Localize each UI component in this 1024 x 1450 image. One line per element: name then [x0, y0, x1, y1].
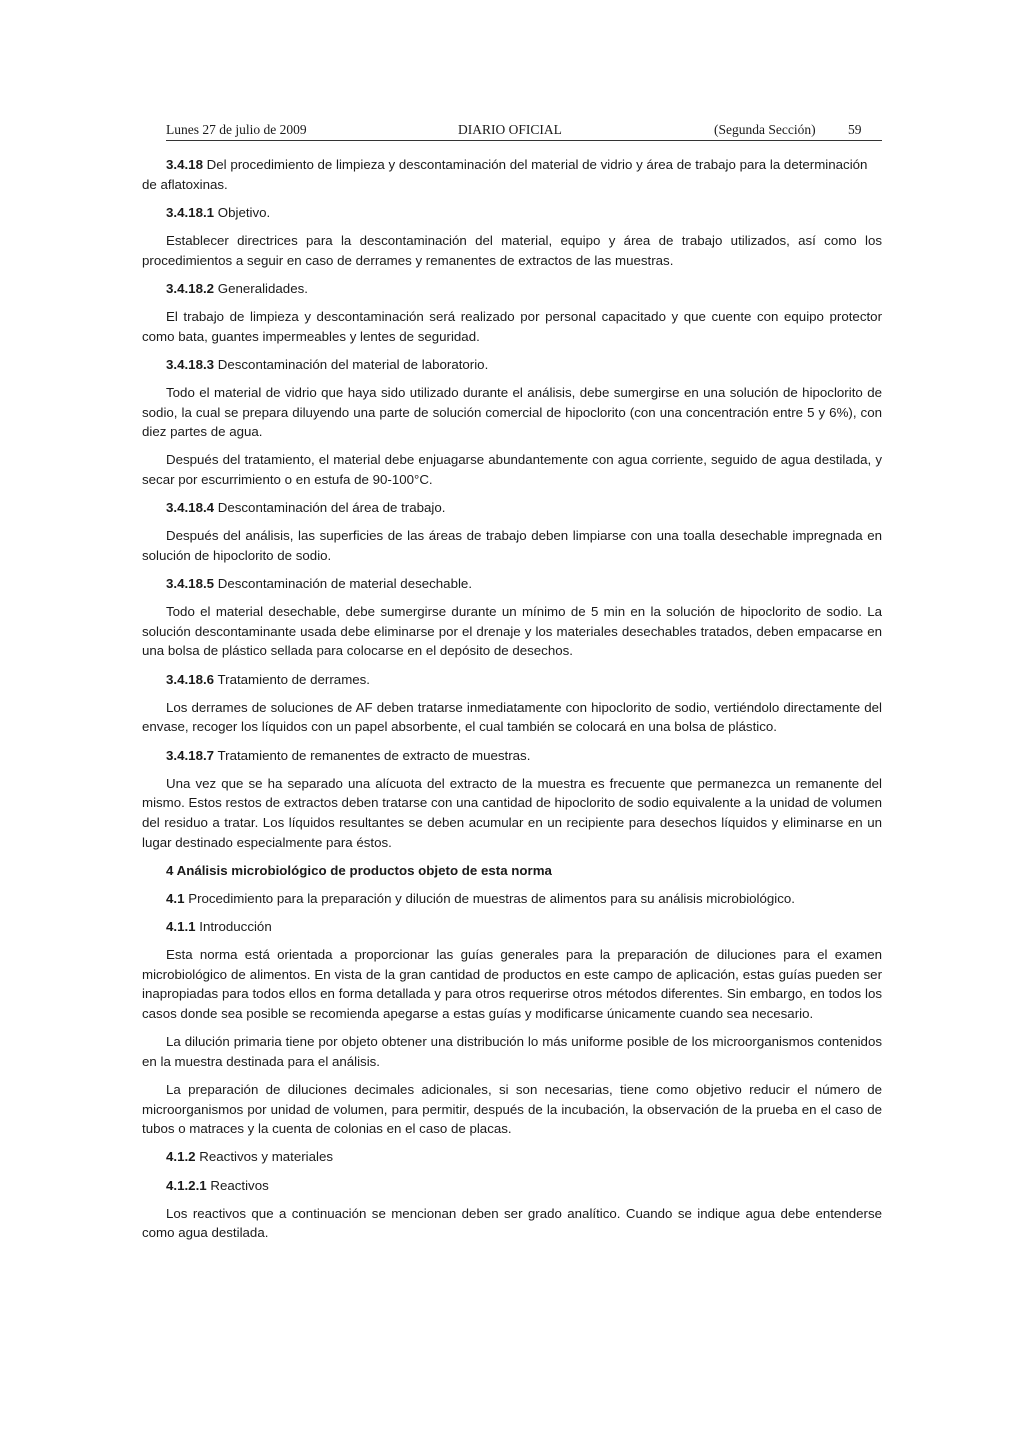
body-paragraph: Todo el material desechable, debe sumergirse durante un mínimo de 5 min en la solución de hipoclorito de sodio. La solución descontaminante usada debe eliminarse por el drenaje y los materiales desechables tratados, deben empacarse en una bolsa de plástico sellada para colocarse en el depósito de desechos. — [142, 604, 882, 659]
section-heading — [142, 1176, 882, 1196]
section-number: 3.4.18.6 — [166, 671, 215, 687]
header-page-number: 59 — [848, 122, 862, 137]
section-number: 4.1.2 — [166, 1149, 196, 1165]
section-title: Generalidades. — [214, 280, 308, 296]
body-paragraph: Establecer directrices para la descontaminación del material, equipo y área de trabajo utilizados, así como los procedimientos a seguir en caso de derrames y remanentes de extractos de las muestras. — [142, 232, 882, 268]
section-heading — [142, 498, 882, 518]
section-title: Reactivos — [206, 1177, 269, 1193]
section-heading — [142, 355, 882, 375]
header-date: Lunes 27 de julio de 2009 — [166, 122, 307, 137]
body-paragraph: El trabajo de limpieza y descontaminación será realizado por personal capacitado y que cuente con equipo protector como bata, guantes impermeables y lentes de seguridad. — [142, 308, 882, 344]
section-title: Descontaminación del área de trabajo. — [214, 500, 446, 516]
section-title: Descontaminación del material de laboratorio. — [214, 356, 489, 372]
section-heading — [142, 155, 882, 194]
section-title: Tratamiento de remanentes de extracto de muestras. — [214, 747, 531, 763]
body-paragraph: La preparación de diluciones decimales adicionales, si son necesarias, tiene como objetivo reducir el número de microorganismos por unidad de volumen, para permitir, después de la incubación, la observación de la prueba en el caso de tubos o matraces y la cuenta de colonias en el caso de placas. — [142, 1082, 882, 1137]
section-heading — [142, 203, 882, 223]
section-number: 3.4.18.4 — [166, 500, 215, 516]
section-number: 3.4.18.2 — [166, 280, 215, 296]
section-title: Procedimiento para la preparación y dilución de muestras de alimentos para su análisis microbiológico. — [184, 890, 795, 906]
header-section: (Segunda Sección) — [714, 122, 816, 137]
body-paragraph: Todo el material de vidrio que haya sido utilizado durante el análisis, debe sumergirse en una solución de hipoclorito de sodio, la cual se prepara diluyendo una parte de solución comercial de hipoclorito (con una concentración entre 5 y 6%), con diez partes de agua. — [142, 384, 882, 440]
section-heading — [142, 670, 882, 690]
section-title: Descontaminación de material desechable. — [214, 576, 473, 592]
section-number: 3.4.18.3 — [166, 356, 215, 372]
body-paragraph: Después del tratamiento, el material debe enjuagarse abundantemente con agua corriente, seguido de agua destilada, y secar por escurrimiento o en estufa de 90-100°C. — [142, 452, 882, 487]
section-title: Introducción — [195, 919, 272, 935]
section-heading — [142, 889, 882, 909]
page-header — [142, 118, 882, 142]
document-page — [142, 118, 882, 1252]
section-title: Objetivo. — [214, 204, 271, 220]
section-heading — [142, 279, 882, 299]
section-heading — [142, 574, 882, 594]
section-title: Reactivos y materiales — [195, 1149, 334, 1165]
chapter-heading: 4 Análisis microbiológico de productos objeto de esta norma — [166, 862, 552, 878]
section-heading — [142, 917, 882, 937]
body-paragraph: Esta norma está orientada a proporcionar las guías generales para la preparación de diluciones para el examen microbiológico de alimentos. En vista de la gran cantidad de productos en este campo de aplicación, estas guías pueden ser inapropiadas para todos ellos en forma detallada y para otros requerirse otros métodos diferentes. Sin embargo, en todos los casos donde sea posible se recomienda apegarse a estas guías y modificarse únicamente cuando sea necesario. — [142, 947, 882, 1022]
body-paragraph: La dilución primaria tiene por objeto obtener una distribución lo más uniforme posible de los microorganismos contenidos en la muestra destinada para el análisis. — [142, 1034, 882, 1069]
section-number: 3.4.18.1 — [166, 204, 215, 220]
body-paragraph: Los reactivos que a continuación se mencionan deben ser grado analítico. Cuando se indique agua debe entenderse como agua destilada. — [142, 1205, 882, 1241]
section-number: 3.4.18.7 — [166, 747, 215, 763]
section-number: 4.1.1 — [166, 919, 196, 935]
body-paragraph: Después del análisis, las superficies de las áreas de trabajo deben limpiarse con una toalla desechable impregnada en solución de hipoclorito de sodio. — [142, 528, 882, 563]
body-paragraph: Los derrames de soluciones de AF deben tratarse inmediatamente con hipoclorito de sodio, vertiéndolo directamente del envase, recoger los líquidos con un papel absorbente, el cual también se colocará en una bolsa de plástico. — [142, 699, 882, 735]
section-heading — [142, 1147, 882, 1167]
section-heading — [142, 746, 882, 766]
section-title: Del procedimiento de limpieza y descontaminación del material de vidrio y área de trabajo para la determinación de aflatoxinas. — [142, 157, 868, 192]
section-title: Tratamiento de derrames. — [214, 671, 371, 687]
document-body — [142, 155, 882, 1243]
header-rule — [166, 140, 882, 141]
section-number: 4.1.2.1 — [166, 1177, 207, 1193]
section-number: 3.4.18 — [166, 157, 203, 172]
body-paragraph: Una vez que se ha separado una alícuota del extracto de la muestra es frecuente que permanezca un remanente del mismo. Estos restos de extractos deben tratarse con una cantidad de hipoclorito de sodio equivalente a la unidad de volumen del residuo a tratar. Los líquidos resultantes se deben acumular en un recipiente para desechos líquidos y eliminarse en un lugar destinado especialmente para éstos. — [142, 775, 882, 850]
header-publication-title: DIARIO OFICIAL — [458, 122, 562, 137]
section-number: 3.4.18.5 — [166, 576, 215, 592]
section-number: 4.1 — [166, 890, 185, 906]
